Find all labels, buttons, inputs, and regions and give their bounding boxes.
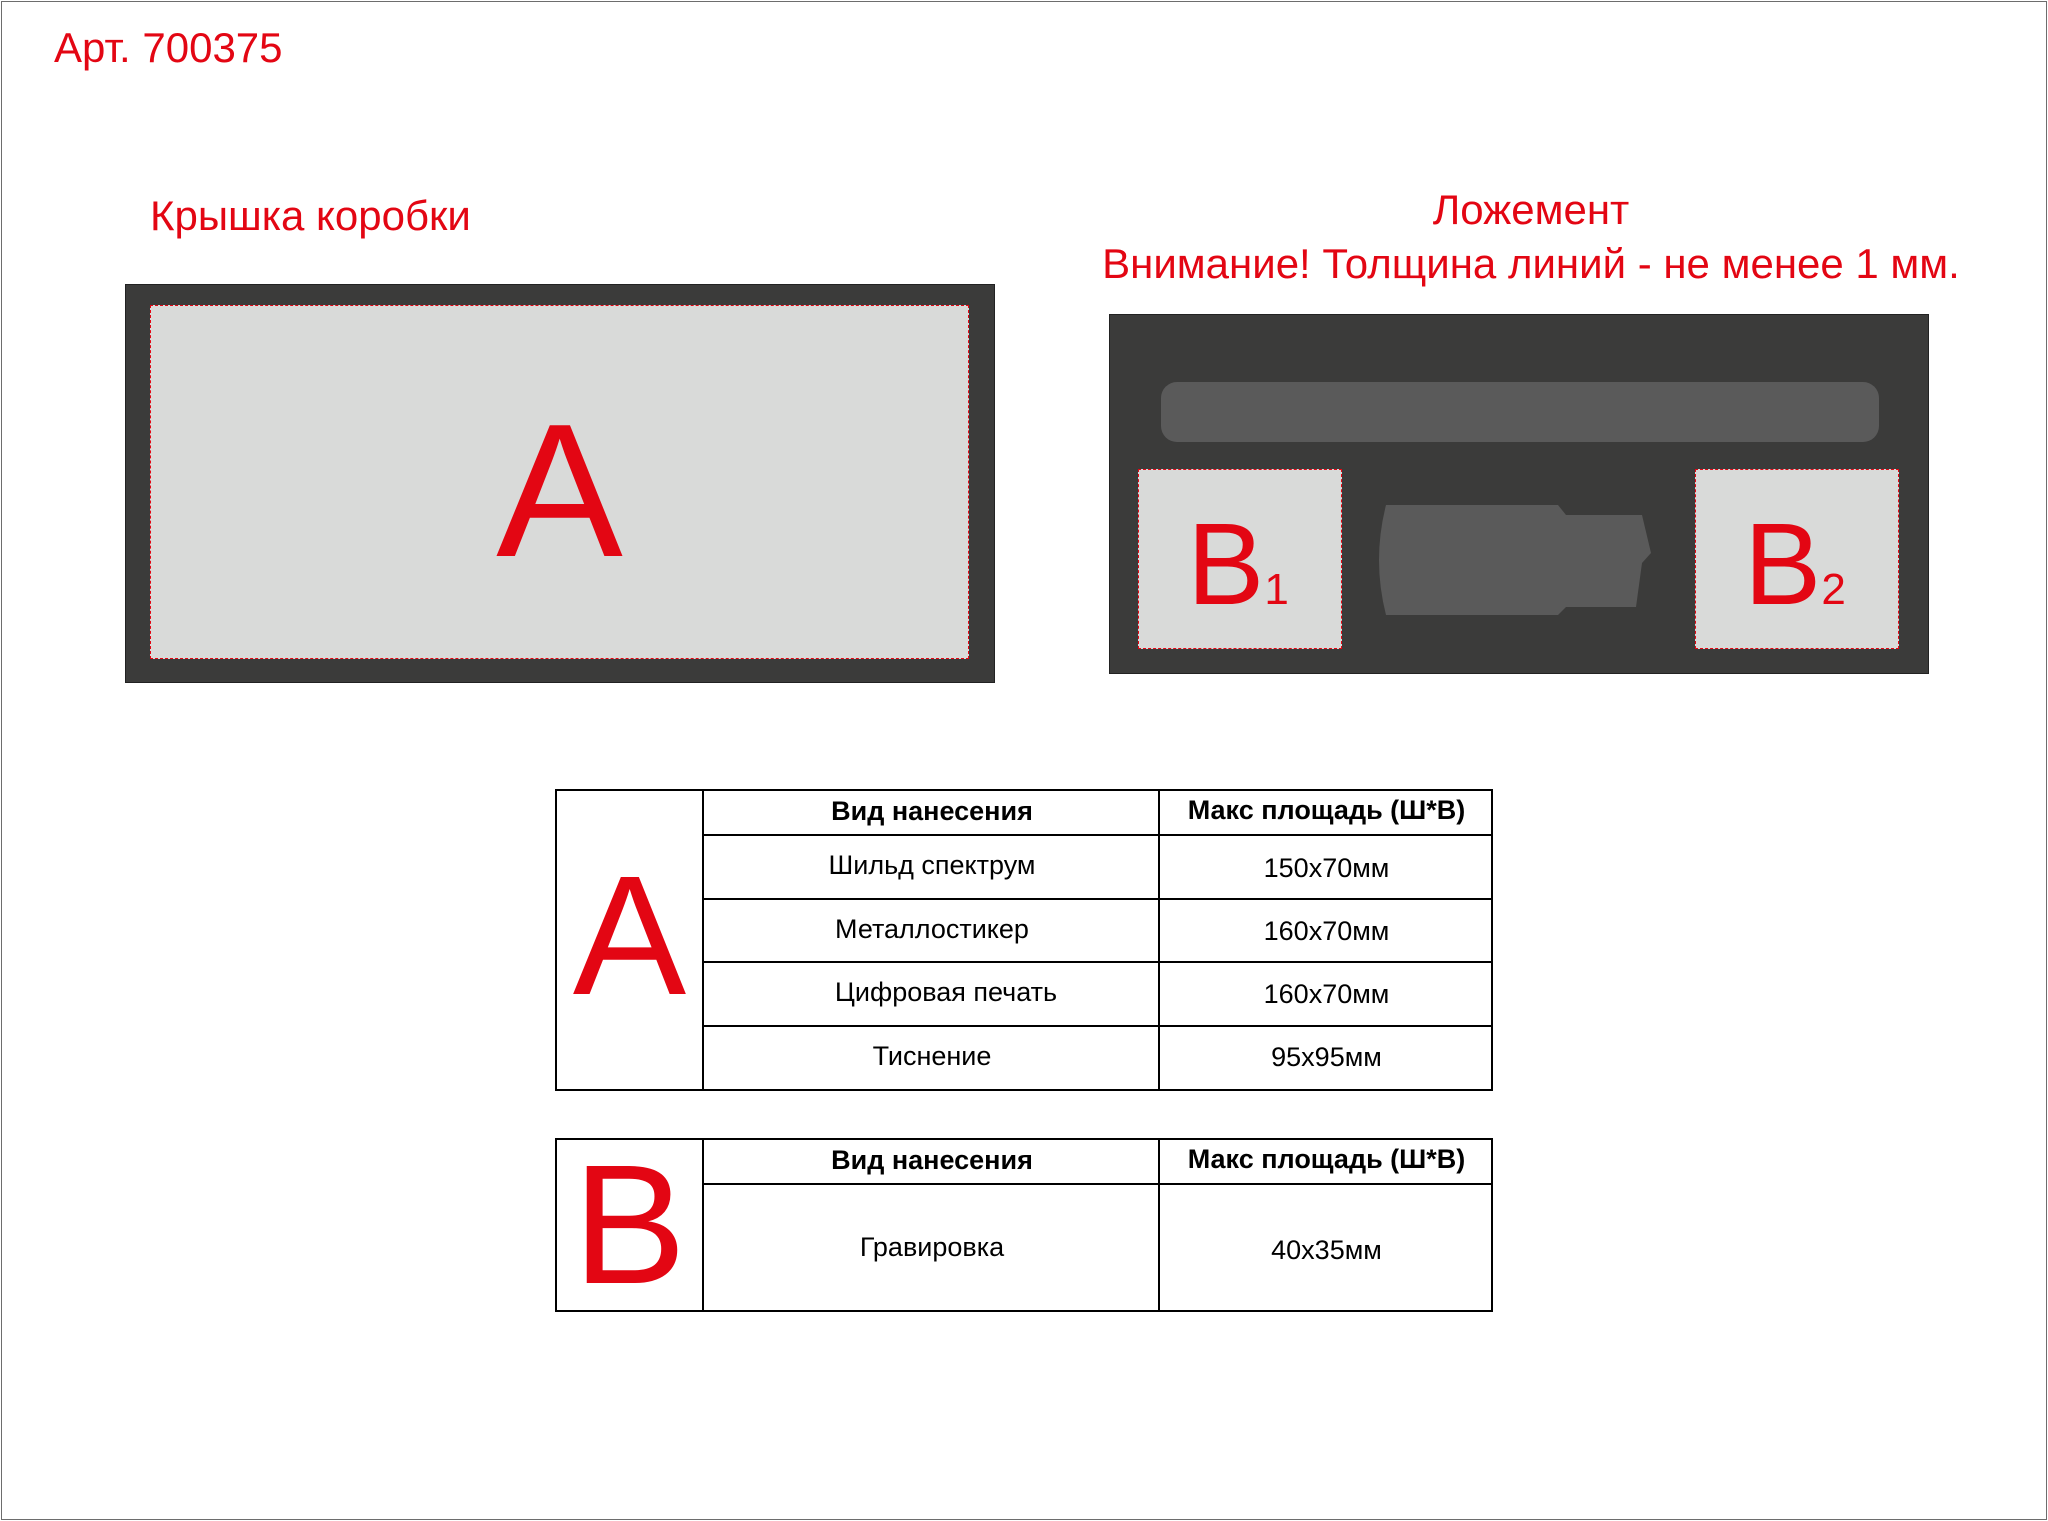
row-divider — [704, 834, 1491, 836]
table-row-area: 160х70мм — [1263, 979, 1390, 1009]
table-row-area: 160х70мм — [1263, 916, 1390, 946]
table-row-area: 40х35мм — [1271, 1235, 1382, 1265]
zone-b1-letter: B — [1187, 499, 1265, 629]
table-a-header-method: Вид нанесения — [831, 796, 1033, 826]
table-b-header-method: Вид нанесения — [831, 1145, 1033, 1175]
row-divider — [704, 961, 1491, 963]
insert-title: Ложемент — [1432, 186, 1630, 233]
insert-warning: Внимание! Толщина линий - не менее 1 мм. — [1102, 240, 1960, 287]
zone-b2-index: 2 — [1821, 565, 1846, 614]
table-row-method: Гравировка — [859, 1232, 1005, 1262]
table-zone-a — [555, 789, 1493, 1091]
table-row-method: Шильд спектрум — [828, 850, 1036, 880]
insert-print-zone-b2 — [1695, 469, 1899, 649]
box-insert — [1109, 314, 1929, 674]
row-divider — [704, 1183, 1491, 1185]
table-b-header-area: Макс площадь (Ш*В) — [1187, 1144, 1466, 1174]
zone-b2-label — [1744, 499, 1846, 648]
insert-print-zone-b1 — [1138, 469, 1342, 649]
table-a-letter-cell — [557, 791, 704, 1089]
table-b-letter: B — [572, 1130, 687, 1320]
table-b-letter-cell — [557, 1130, 704, 1320]
zone-b2-letter: B — [1744, 499, 1822, 629]
table-a-header-area: Макс площадь (Ш*В) — [1187, 795, 1466, 825]
lid-title: Крышка коробки — [150, 192, 471, 239]
pen-slot — [1161, 382, 1879, 442]
box-lid — [125, 284, 995, 683]
article-number: Арт. 700375 — [54, 24, 283, 71]
flash-drive-slot — [1372, 505, 1672, 615]
row-divider — [704, 1025, 1491, 1027]
table-row-area: 150х70мм — [1263, 853, 1390, 883]
table-a-letter: A — [572, 841, 687, 1031]
zone-b1-label — [1187, 499, 1289, 648]
row-divider — [704, 898, 1491, 900]
table-row-area: 95х95мм — [1271, 1042, 1382, 1072]
table-row-method: Металлостикер — [835, 914, 1029, 944]
zone-b1-index: 1 — [1264, 565, 1289, 614]
table-row-method: Тиснение — [872, 1041, 992, 1071]
zone-a-label: A — [496, 385, 623, 597]
table-zone-b — [555, 1130, 1493, 1320]
lid-print-zone-a — [150, 305, 969, 659]
table-row-method: Цифровая печать — [834, 977, 1058, 1007]
